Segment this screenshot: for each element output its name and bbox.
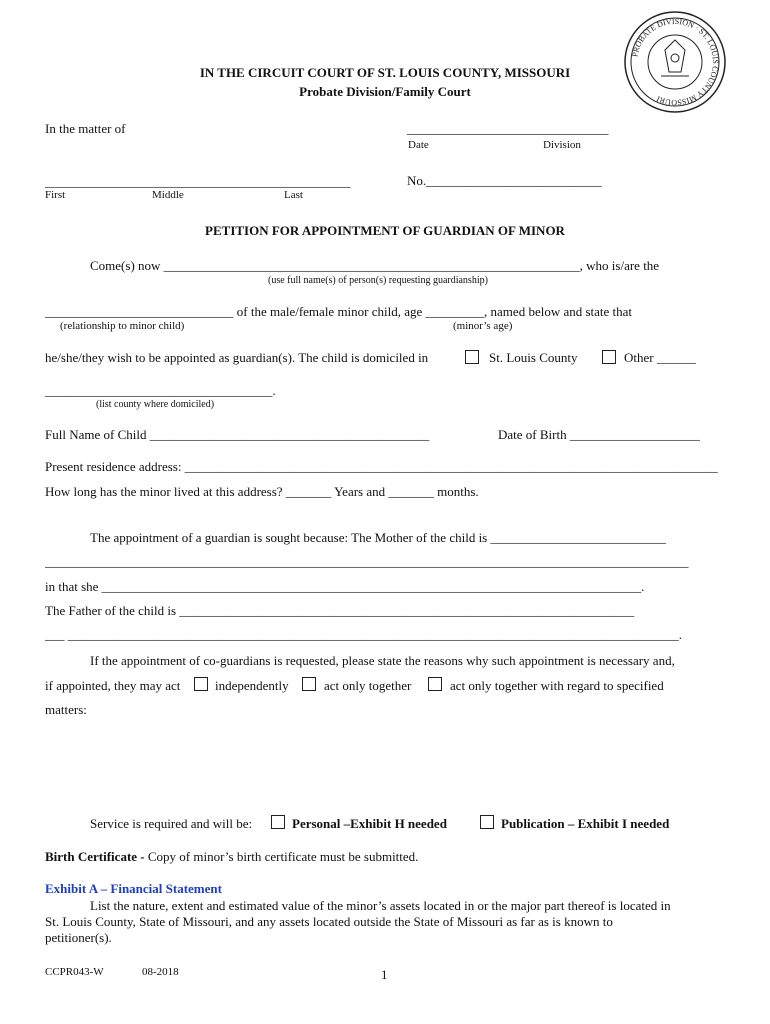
publication-service-label: Publication – Exhibit I needed <box>501 816 670 831</box>
if-appointed-text: if appointed, they may act <box>45 678 181 693</box>
service-label: Service is required and will be: <box>90 816 253 831</box>
other-county-checkbox[interactable] <box>602 350 616 364</box>
division-heading: Probate Division/Family Court <box>299 84 471 99</box>
division-label: Division <box>543 139 581 151</box>
page-number: 1 <box>381 967 388 982</box>
date-of-birth-field[interactable]: Date of Birth ____________________ <box>498 427 700 442</box>
personal-service-label: Personal –Exhibit H needed <box>292 816 447 831</box>
minor-name-field[interactable]: _______________________________________________ <box>45 174 351 189</box>
petition-title: PETITION FOR APPOINTMENT OF GUARDIAN OF MINOR <box>205 223 565 238</box>
other-county-label[interactable]: Other ______ <box>624 350 696 365</box>
comes-now-hint: (use full name(s) of person(s) requesting guardianship) <box>268 275 488 286</box>
act-only-together-checkbox[interactable] <box>302 677 316 691</box>
court-heading: IN THE CIRCUIT COURT OF ST. LOUIS COUNTY, MISSOURI <box>199 65 571 80</box>
specified-matters-label: act only together with regard to specified <box>450 678 664 693</box>
case-number-field[interactable]: No.___________________________ <box>407 173 602 188</box>
residence-address-field[interactable]: Present residence address: __________________________________________________________________________________ <box>45 459 718 474</box>
co-guardians-text: If the appointment of co-guardians is requested, please state the reasons why such appointment is necessary and, <box>90 653 675 668</box>
svg-text:PROBATE DIVISION · ST. LOUIS C: PROBATE DIVISION · ST. LOUIS COUNTY MISSOURI <box>630 16 721 108</box>
in-that-she-line[interactable]: in that she ___________________________________________________________________________________. <box>45 579 645 594</box>
mother-line[interactable]: The appointment of a guardian is sought because: The Mother of the child is ___________________________ <box>90 530 666 545</box>
date-label: Date <box>408 139 429 151</box>
last-name-label: Last <box>284 189 303 201</box>
middle-name-label: Middle <box>152 189 184 201</box>
st-louis-county-checkbox[interactable] <box>465 350 479 364</box>
act-only-together-label: act only together <box>324 678 412 693</box>
reason-blank-line-2[interactable]: ___ ______________________________________________________________________________________________. <box>45 627 682 642</box>
exhibit-a-line-1: List the nature, extent and estimated value of the minor’s assets located in or the major part thereof is located in <box>90 898 671 913</box>
reason-blank-line-1[interactable]: ___________________________________________________________________________________________________ <box>45 554 689 569</box>
form-code: CCPR043-W <box>45 966 104 978</box>
first-name-label: First <box>45 189 66 201</box>
exhibit-a-line-3: petitioner(s). <box>45 930 112 945</box>
personal-service-checkbox[interactable] <box>271 815 285 829</box>
child-full-name-field[interactable]: Full Name of Child ___________________________________________ <box>45 427 430 442</box>
st-louis-county-label: St. Louis County <box>489 350 578 365</box>
exhibit-a-line-2: St. Louis County, State of Missouri, and any assets located outside the State of Missouri as far as is known to <box>45 914 613 929</box>
independently-checkbox[interactable] <box>194 677 208 691</box>
publication-service-checkbox[interactable] <box>480 815 494 829</box>
county-hint: (list county where domiciled) <box>96 399 215 410</box>
age-hint: (minor’s age) <box>453 320 513 332</box>
date-division-field[interactable]: _______________________________ <box>407 121 609 136</box>
in-the-matter-of-label: In the matter of <box>45 121 126 136</box>
independently-label: independently <box>215 678 289 693</box>
relationship-line[interactable]: _____________________________ of the male/female minor child, age _________, named below and state that <box>45 304 633 319</box>
domicile-line: he/she/they wish to be appointed as guardian(s). The child is domiciled in <box>45 350 429 365</box>
county-field[interactable]: ___________________________________. <box>45 383 276 398</box>
specified-matters-checkbox[interactable] <box>428 677 442 691</box>
matters-label: matters: <box>45 702 87 717</box>
comes-now-line[interactable]: Come(s) now ________________________________________________________________, who is/are the <box>90 258 660 273</box>
form-revision: 08-2018 <box>142 966 179 978</box>
residence-duration-field[interactable]: How long has the minor lived at this address? _______ Years and _______ months. <box>45 484 479 499</box>
birth-certificate-note <box>45 849 418 865</box>
father-line[interactable]: The Father of the child is ______________________________________________________________________ <box>45 603 635 618</box>
exhibit-a-heading: Exhibit A – Financial Statement <box>45 881 222 896</box>
birth-certificate-heading: Birth Certificate - <box>45 849 145 864</box>
relationship-hint: (relationship to minor child) <box>60 320 185 332</box>
birth-certificate-text: Copy of minor’s birth certificate must be submitted. <box>144 849 419 864</box>
